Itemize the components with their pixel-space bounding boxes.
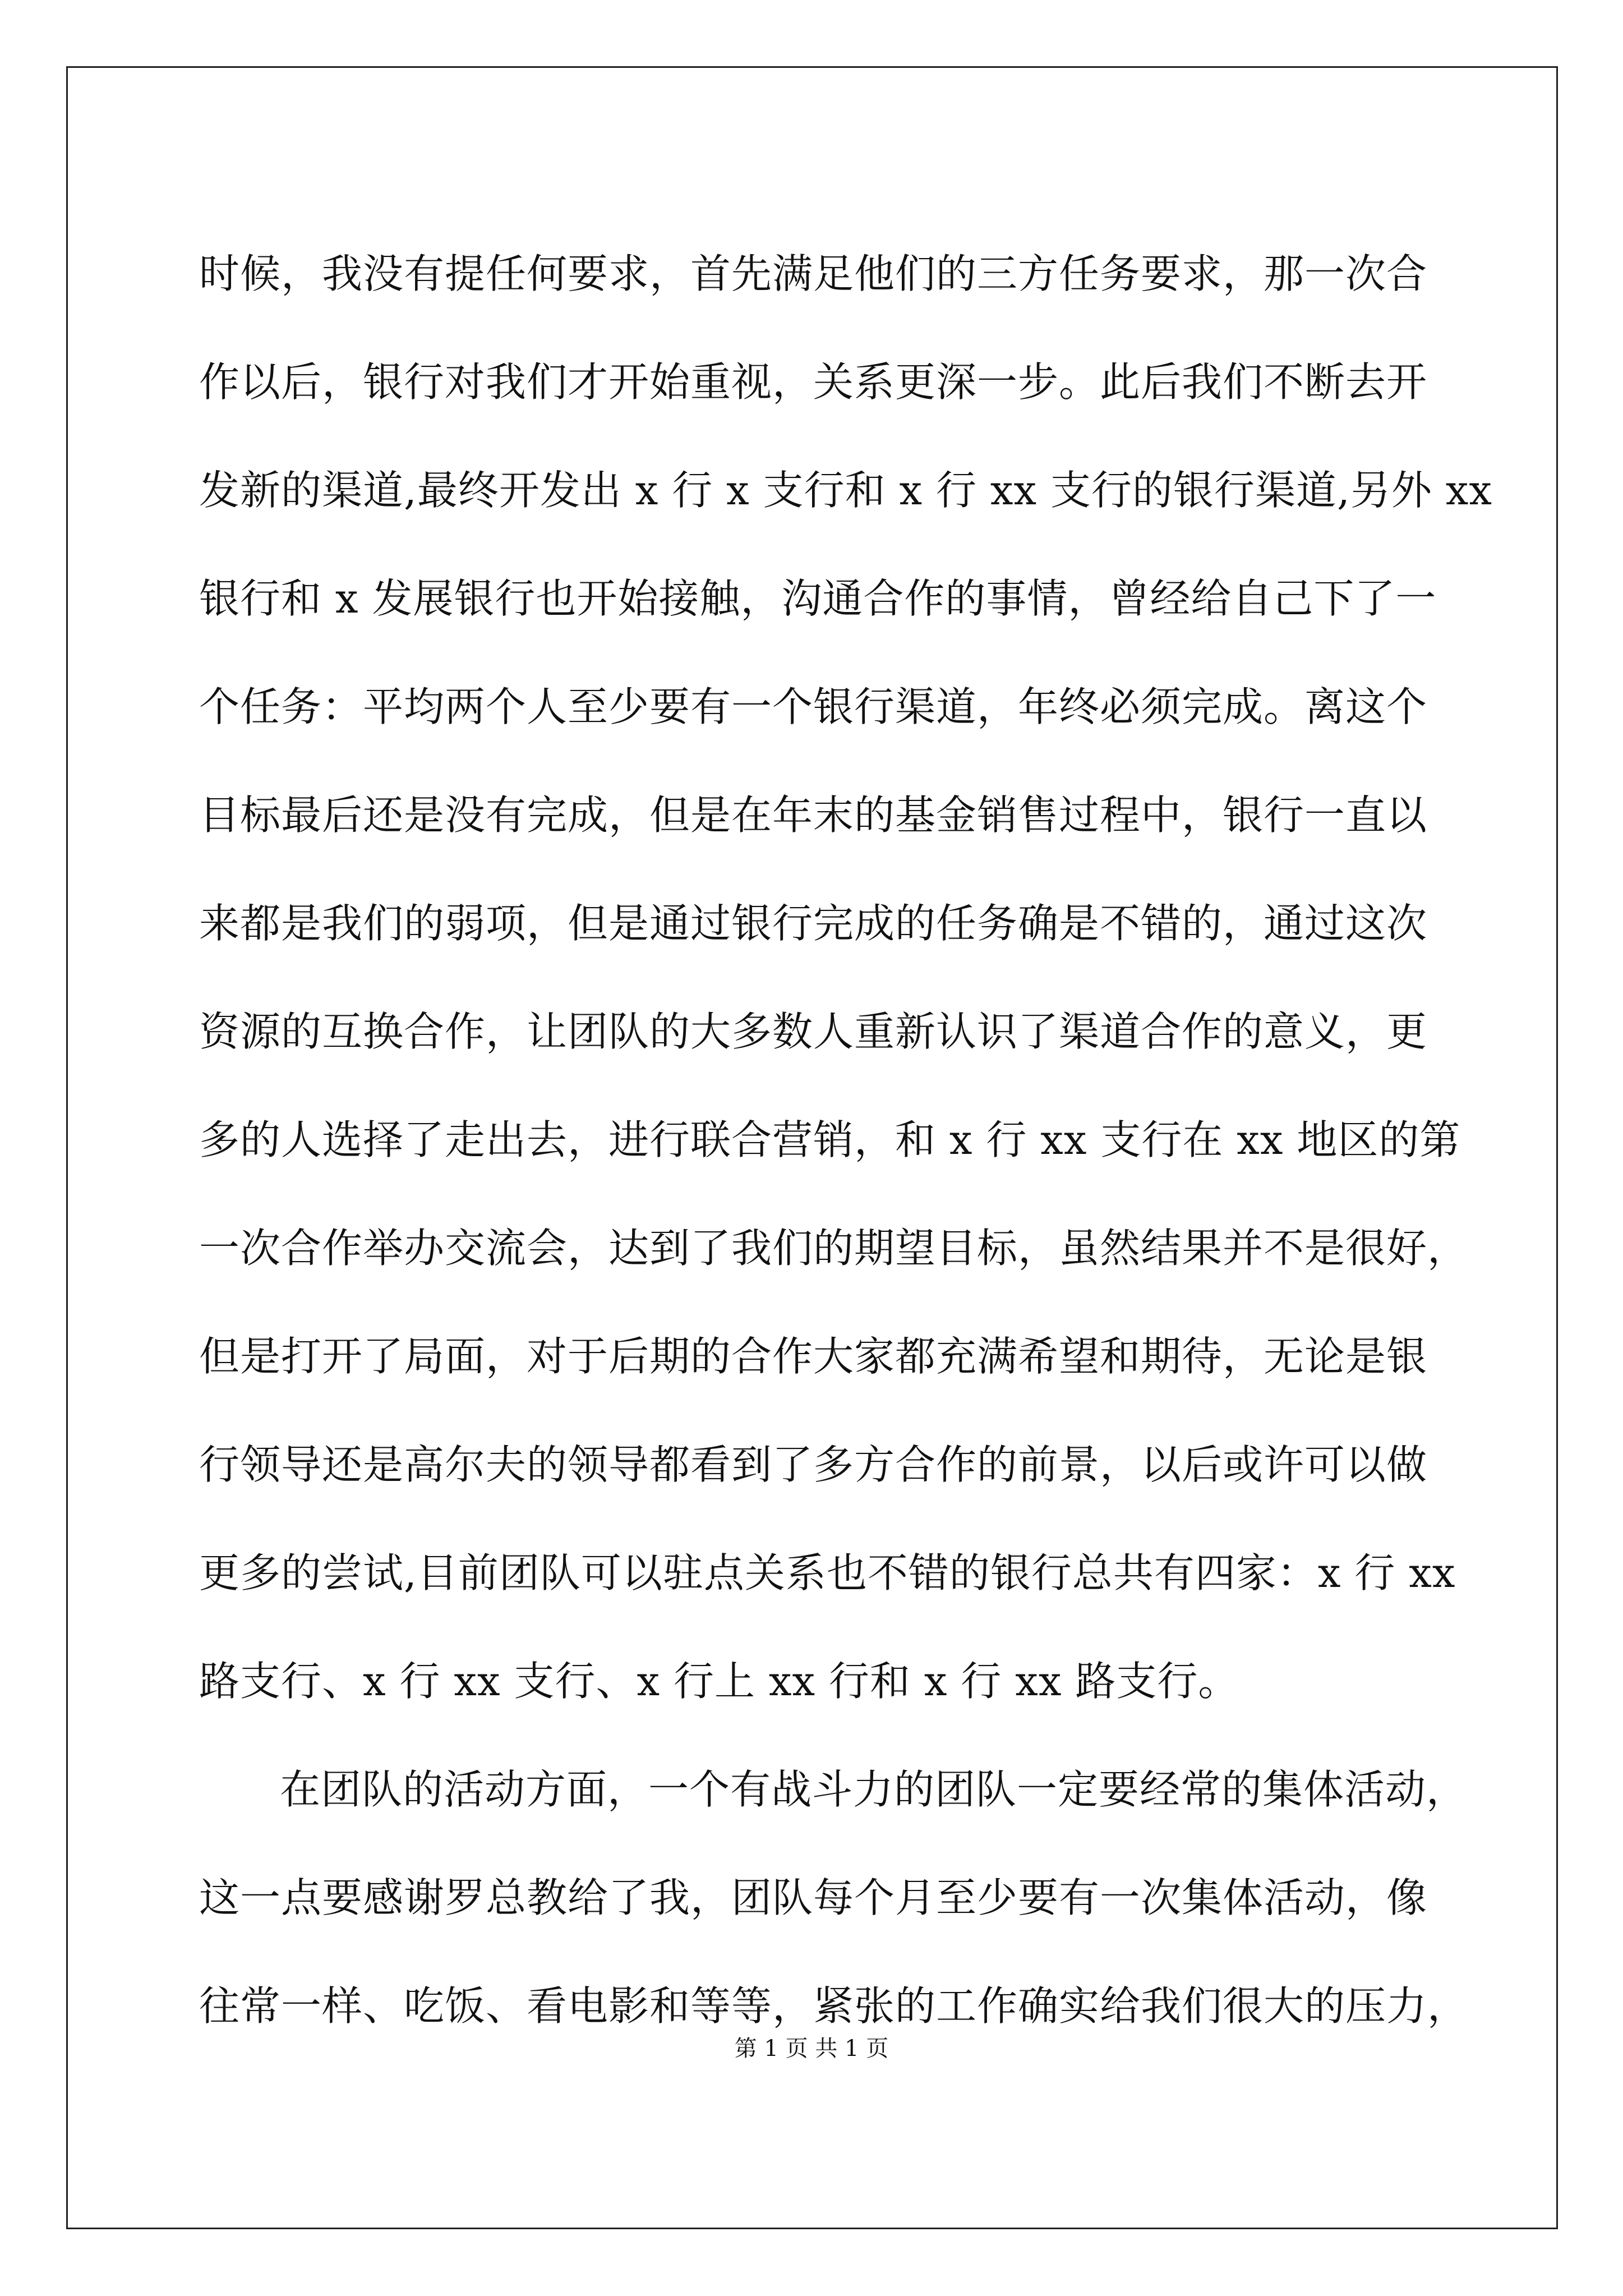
text-line: 更多的尝试,目前团队可以驻点关系也不错的银行总共有四家：x 行 xx <box>199 1549 1456 1596</box>
text-line: 来都是我们的弱项，但是通过银行完成的任务确是不错的，通过这次 <box>199 899 1428 947</box>
text-line: 目标最后还是没有完成，但是在年末的基金销售过程中，银行一直以 <box>199 791 1428 839</box>
text-line: 但是打开了局面，对于后期的合作大家都充满希望和期待，无论是银 <box>199 1332 1428 1380</box>
page-footer: 第 1 页 共 1 页 <box>734 2036 889 2062</box>
paragraph-first-line: 在团队的活动方面，一个有战斗力的团队一定要经常的集体活动， <box>280 1765 1468 1813</box>
text-line: 往常一样、吃饭、看电影和等等，紧张的工作确实给我们很大的压力， <box>199 1982 1469 2030</box>
text-line: 银行和 x 发展银行也开始接触，沟通合作的事情，曾经给自己下了一 <box>199 574 1437 622</box>
text-line: 这一点要感谢罗总教给了我，团队每个月至少要有一次集体活动，像 <box>199 1874 1428 1921</box>
document-body <box>199 216 1492 2056</box>
text-line: 路支行、x 行 xx 支行、x 行上 xx 行和 x 行 xx 路支行。 <box>199 1657 1239 1705</box>
text-line: 发新的渠道,最终开发出 x 行 x 支行和 x 行 xx 支行的银行渠道,另外 xx <box>199 466 1492 514</box>
text-line: 一次合作举办交流会，达到了我们的期望目标，虽然结果并不是很好， <box>199 1224 1469 1272</box>
text-line: 资源的互换合作，让团队的大多数人重新认识了渠道合作的意义，更 <box>199 1007 1428 1055</box>
text-line: 作以后，银行对我们才开始重视，关系更深一步。此后我们不断去开 <box>199 358 1428 406</box>
text-line: 时候，我没有提任何要求，首先满足他们的三方任务要求，那一次合 <box>199 250 1428 297</box>
text-line: 多的人选择了走出去，进行联合营销，和 x 行 xx 支行在 xx 地区的第 <box>199 1116 1461 1163</box>
text-line: 行领导还是高尔夫的领导都看到了多方合作的前景，以后或许可以做 <box>199 1441 1428 1488</box>
text-line: 个任务：平均两个人至少要有一个银行渠道，年终必须完成。离这个 <box>199 683 1428 730</box>
